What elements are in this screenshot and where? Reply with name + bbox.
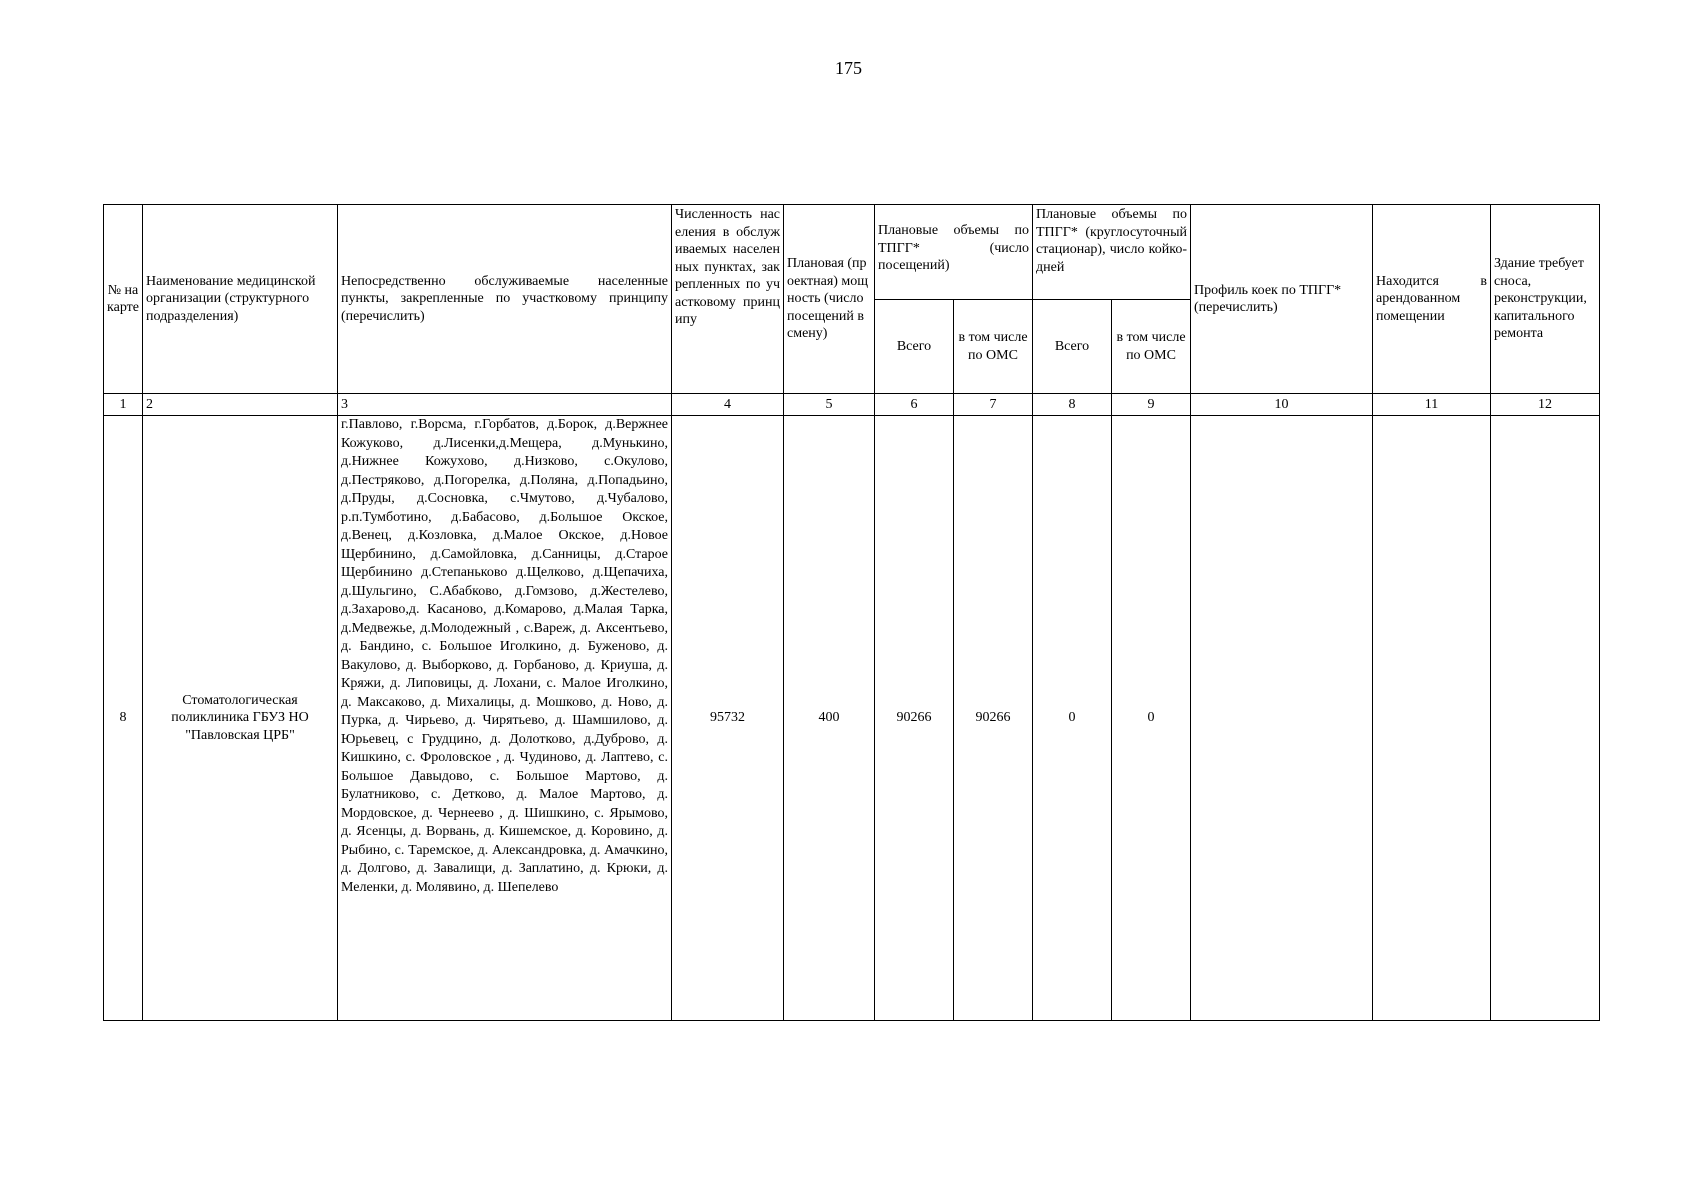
- row-organization-name: Стоматологическая поликлиника ГБУЗ НО "Павловская ЦРБ": [143, 416, 338, 1021]
- facilities-table: [103, 204, 1600, 1021]
- header-planned-visits: Плановые объемы по ТПГГ* (число посещений): [875, 205, 1033, 300]
- column-number: 2: [143, 394, 338, 416]
- column-number: 4: [672, 394, 784, 416]
- column-number: 6: [875, 394, 954, 416]
- column-number: 5: [784, 394, 875, 416]
- column-number: 1: [104, 394, 143, 416]
- column-number: 12: [1491, 394, 1600, 416]
- header-planned-capacity: Плановая (проектная) мощность (число посещений в смену): [784, 205, 875, 394]
- row-population: 95732: [672, 416, 784, 1021]
- row-bed-profile: [1191, 416, 1373, 1021]
- header-visits-oms: в том числе по ОМС: [954, 300, 1033, 394]
- column-number: 7: [954, 394, 1033, 416]
- row-planned-capacity: 400: [784, 416, 875, 1021]
- header-organization-name: Наименование медицинской организации (структурного подразделения): [143, 205, 338, 394]
- row-beds-oms: 0: [1112, 416, 1191, 1021]
- header-served-places: Непосредственно обслуживаемые населенные пункты, закрепленные по участковому принципу (перечислить): [338, 205, 672, 394]
- row-beds-total: 0: [1033, 416, 1112, 1021]
- table-row: [104, 416, 1600, 1021]
- page-number: 175: [835, 58, 862, 78]
- header-beds-total: Всего: [1033, 300, 1112, 394]
- column-number: 10: [1191, 394, 1373, 416]
- row-building-condition: [1491, 416, 1600, 1021]
- header-building-condition: Здание требует сноса, реконструкции, капитального ремонта: [1491, 205, 1600, 394]
- header-planned-bed-days: Плановые объемы по ТПГГ* (круглосуточный стационар), число койко-дней: [1033, 205, 1191, 300]
- header-bed-profile: Профиль коек по ТПГГ* (перечислить): [1191, 205, 1373, 394]
- header-map-number: № на карте: [104, 205, 143, 394]
- column-number: 3: [338, 394, 672, 416]
- row-served-places: г.Павлово, г.Ворсма, г.Горбатов, д.Борок, д.Вержнее Кожуково, д.Лисенки,д.Мещера, д.Мунькино, д.Нижнее Кожухово, д.Низково, с.Окулово, д.Пестряково, д.Погорелка, д.Поляна, д.Попадьино, д.Пруды, д.Сосновка, с.Чмутово, д.Чубалово, р.п.Тумботино, д.Бабасово, д.Большое Окское, д.Венец, д.Козловка, д.Малое Окское, д.Новое Щербинино, д.Самойловка, д.Санницы, д.Старое Щербинино д.Степаньково д.Щелково, д.Щепачиха, д.Шульгино, С.Абабково, д.Гомзово, д.Жестелево, д.Захарово,д. Касаново, д.Комарово, д.Малая Тарка, д.Медвежье, д.Молодежный , с.Вареж, д. Аксентьево, д. Бандино, с. Большое Иголкино, д. Буженово, д. Вакулово, д. Выборково, д. Горбаново, д. Криуша, д. Кряжи, д. Липовицы, д. Лохани, с. Малое Иголкино, д. Максаково, д. Михалицы, д. Мошково, д. Ново, д. Пурка, д. Чирьево, д. Чирятьево, д. Шамшилово, д. Юрьевец, с Грудцино, д. Долотково, д.Дуброво, д. Кишкино, с. Фроловское , д. Чудиново, д. Лаптево, с. Большое Давыдово, с. Большое Мартово, д. Булатниково, с. Детково, д. Малое Мартово, д. Мордовское, д. Чернеево , д. Шишкино, с. Ярымово, д. Ясенцы, д. Ворвань, д. Кишемское, д. Коровино, д. Рыбино, с. Таремское, д. Александровка, д. Амачкино, д. Долгово, д. Завалищи, д. Заплатино, д. Крюки, д. Меленки, д. Молявино, д. Шепелево: [338, 416, 672, 1021]
- row-visits-total: 90266: [875, 416, 954, 1021]
- column-numbers-row: [104, 394, 1600, 416]
- header-visits-total: Всего: [875, 300, 954, 394]
- row-rented-premises: [1373, 416, 1491, 1021]
- row-map-number: 8: [104, 416, 143, 1021]
- header-population: Численность населения в обслуживаемых населенных пунктах, закрепленных по участковому принципу: [672, 205, 784, 394]
- header-rented-premises: Находится в арендованном помещении: [1373, 205, 1491, 394]
- row-visits-oms: 90266: [954, 416, 1033, 1021]
- column-number: 11: [1373, 394, 1491, 416]
- column-number: 9: [1112, 394, 1191, 416]
- column-number: 8: [1033, 394, 1112, 416]
- header-beds-oms: в том числе по ОМС: [1112, 300, 1191, 394]
